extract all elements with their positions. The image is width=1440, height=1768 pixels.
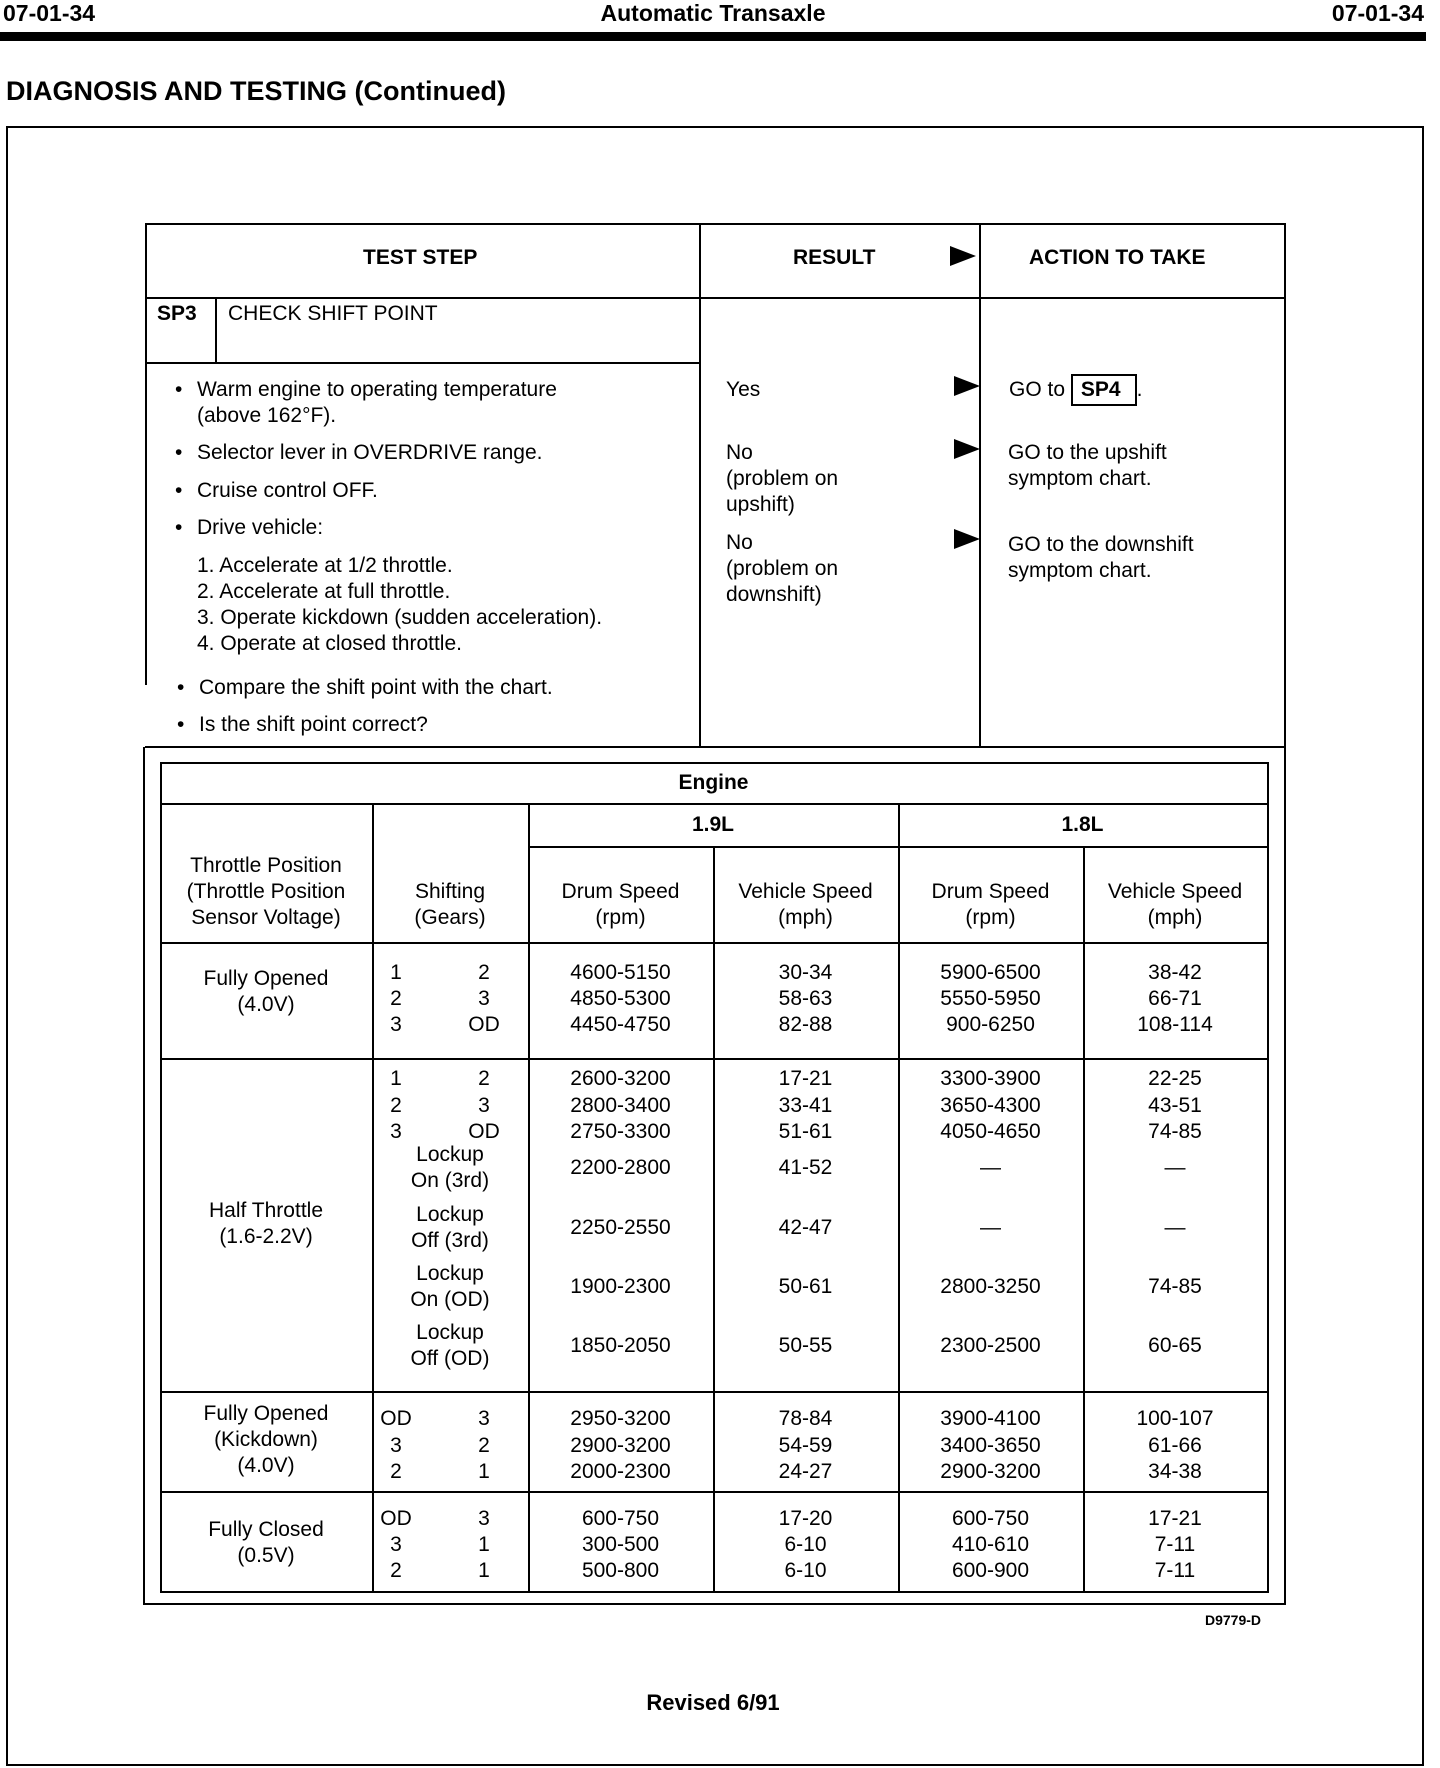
header-drum-speed-19-line1: Drum Speed [561, 880, 680, 903]
section-title: DIAGNOSIS AND TESTING (Continued) [6, 76, 506, 106]
drum-speed-18-g2-r4: — [980, 1156, 1001, 1179]
throttle-position-g3-line2: (Kickdown) [214, 1428, 318, 1451]
shift-from-g2-r3: 3 [390, 1120, 402, 1143]
vehicle-speed-19-g4-r1: 17-20 [778, 1507, 833, 1530]
drum-speed-18-g2-r6: 2800-3250 [940, 1275, 1041, 1298]
shift-to-g3-r1: 3 [478, 1407, 490, 1430]
vehicle-speed-19-g3-r3: 24-27 [778, 1460, 833, 1483]
vehicle-speed-18-g1-r3: 108-114 [1137, 1013, 1213, 1036]
vehicle-speed-19-g2-r5: 42-47 [778, 1216, 833, 1239]
vehicle-speed-19-g2-r7: 50-55 [778, 1334, 833, 1357]
action-downshift-line2: symptom chart. [1008, 559, 1152, 582]
drum-speed-18-g2-r1: 3300-3900 [940, 1067, 1041, 1090]
header-shifting-line2: (Gears) [414, 906, 486, 929]
header-vehicle-speed-18-line1: Vehicle Speed [1107, 880, 1243, 903]
drum-speed-19-g4-r2: 300-500 [581, 1533, 660, 1556]
throttle-position-g2-line2: (1.6-2.2V) [219, 1225, 313, 1248]
vehicle-speed-19-g1-r3: 82-88 [778, 1013, 833, 1036]
chart-border-right [1267, 762, 1269, 1593]
engine-row-divider [160, 803, 1267, 805]
header-drum-speed-18-line2: (rpm) [965, 906, 1016, 929]
drum-speed-19-g3-r1: 2950-3200 [570, 1407, 671, 1430]
drum-speed-19-g3-r3: 2000-2300 [570, 1460, 671, 1483]
drum-speed-18-g2-r3: 4050-4650 [940, 1120, 1041, 1143]
vehicle-speed-18-g4-r3: 7-11 [1154, 1559, 1196, 1582]
step-title: CHECK SHIFT POINT [228, 302, 438, 325]
vehicle-speed-18-g4-r1: 17-21 [1148, 1507, 1202, 1530]
drum-speed-18-g3-r1: 3900-4100 [940, 1407, 1041, 1430]
throttle-position-g4-line2: (0.5V) [237, 1544, 295, 1567]
bullet-compare: • Compare the shift point with the chart. [199, 675, 553, 701]
footer-revision: Revised 6/91 [646, 1690, 780, 1715]
shift-from-g1-r3: 3 [390, 1013, 402, 1036]
bullet-question: • Is the shift point correct? [199, 712, 428, 738]
shift-to-g1-r2: 3 [478, 987, 490, 1010]
group-divider-3 [160, 1491, 1267, 1493]
shift-from-g1-r2: 2 [390, 987, 402, 1010]
shift-to-g1-r1: 2 [478, 961, 490, 984]
header-vehicle-speed-18-line2: (mph) [1147, 906, 1203, 929]
bullet-warm-engine-cont: (above 162°F). [197, 404, 337, 427]
substep-2: 2. Accelerate at full throttle. [197, 580, 451, 603]
shift-from-g3-r2: 3 [390, 1434, 402, 1457]
lockup-label-g2-r5-line2: Off (3rd) [411, 1229, 489, 1252]
drum-speed-18-g1-r1: 5900-6500 [940, 961, 1041, 984]
vehicle-speed-19-g2-r4: 41-52 [778, 1156, 833, 1179]
header-throttle-position-line1: Throttle Position [190, 854, 342, 877]
drum-speed-19-g2-r4: 2200-2800 [570, 1156, 671, 1179]
throttle-position-g3-line1: Fully Opened [203, 1402, 329, 1425]
shift-from-g3-r1: OD [380, 1407, 412, 1430]
drum-speed-18-g4-r1: 600-750 [951, 1507, 1030, 1530]
throttle-position-g4-line1: Fully Closed [208, 1518, 324, 1541]
result-no-downshift-line3: downshift) [726, 583, 822, 606]
lockup-label-g2-r5-line1: Lockup [416, 1203, 484, 1226]
vehicle-speed-18-g1-r1: 38-42 [1148, 961, 1202, 984]
header-drum-speed-18-line1: Drum Speed [931, 880, 1050, 903]
result-yes: Yes [726, 378, 761, 401]
shift-to-g3-r2: 2 [478, 1434, 490, 1457]
shift-to-g2-r3: OD [468, 1120, 500, 1143]
shift-from-g2-r2: 2 [390, 1094, 402, 1117]
shift-to-g3-r3: 1 [478, 1460, 490, 1483]
shift-from-g4-r1: OD [380, 1507, 412, 1530]
shift-from-g4-r2: 3 [390, 1533, 402, 1556]
lockup-label-g2-r4-line2: On (3rd) [410, 1169, 490, 1192]
vehicle-speed-18-g2-r2: 43-51 [1148, 1094, 1202, 1117]
vehicle-speed-18-g3-r1: 100-107 [1136, 1407, 1214, 1430]
header-throttle-position-line2: (Throttle Position [186, 880, 346, 903]
result-no-upshift-line2: (problem on [726, 467, 839, 490]
goto-label: GO to [1009, 378, 1066, 401]
lockup-label-g2-r6-line1: Lockup [416, 1262, 484, 1285]
group-divider-1 [160, 1058, 1267, 1060]
substep-4: 4. Operate at closed throttle. [197, 632, 462, 655]
goto-period: . [1136, 378, 1143, 401]
shift-to-g2-r2: 3 [478, 1094, 490, 1117]
page-number-right: 07-01-34 [1331, 0, 1424, 26]
shift-from-g1-r1: 1 [390, 961, 402, 984]
group-divider-2 [160, 1391, 1267, 1393]
drum-speed-19-g4-r1: 600-750 [581, 1507, 660, 1530]
result-no-upshift-line3: upshift) [726, 493, 795, 516]
vehicle-speed-18-g2-r6: 74-85 [1148, 1275, 1202, 1298]
drum-speed-19-g4-r3: 500-800 [581, 1559, 660, 1582]
vehicle-speed-19-g2-r6: 50-61 [778, 1275, 833, 1298]
vehicle-speed-19-g4-r2: 6-10 [784, 1533, 827, 1556]
result-no-downshift-line2: (problem on [726, 557, 839, 580]
lockup-label-g2-r4-line1: Lockup [416, 1143, 484, 1166]
vehicle-speed-19-g1-r2: 58-63 [778, 987, 833, 1010]
header-throttle-position-line3: Sensor Voltage) [191, 906, 341, 929]
drum-speed-19-g2-r2: 2800-3400 [570, 1094, 671, 1117]
header-vehicle-speed-19-line1: Vehicle Speed [738, 880, 873, 903]
substep-3: 3. Operate kickdown (sudden acceleration). [197, 606, 603, 629]
engine-1-8l: 1.8L [1061, 812, 1104, 836]
column-header-action: ACTION TO TAKE [1029, 246, 1206, 269]
vehicle-speed-19-g1-r1: 30-34 [778, 961, 833, 984]
shift-from-g2-r1: 1 [390, 1067, 402, 1090]
vehicle-speed-19-g4-r3: 6-10 [784, 1559, 827, 1582]
vehicle-speed-19-g3-r1: 78-84 [778, 1407, 833, 1430]
chart-border-top [160, 762, 1269, 764]
drum-speed-19-g2-r7: 1850-2050 [570, 1334, 671, 1357]
drum-speed-18-g2-r5: — [980, 1216, 1001, 1239]
drum-speed-18-g1-r3: 900-6250 [946, 1013, 1035, 1036]
shift-from-g3-r3: 2 [390, 1460, 402, 1483]
throttle-position-g2-line1: Half Throttle [209, 1199, 323, 1222]
drum-speed-19-g1-r3: 4450-4750 [570, 1013, 671, 1036]
drum-speed-18-g3-r2: 3400-3650 [940, 1434, 1041, 1457]
drum-speed-18-g1-r2: 5550-5950 [940, 987, 1041, 1010]
shift-from-g4-r3: 2 [390, 1559, 402, 1582]
step-id: SP3 [157, 302, 197, 325]
vehicle-speed-19-g2-r2: 33-41 [778, 1094, 833, 1117]
drum-speed-19-g2-r1: 2600-3200 [570, 1067, 671, 1090]
vehicle-speed-18-g2-r5: — [1164, 1216, 1186, 1239]
throttle-position-g1-line2: (4.0V) [237, 993, 295, 1016]
vehicle-speed-18-g1-r2: 66-71 [1148, 987, 1202, 1010]
header-title: Automatic Transaxle [600, 0, 826, 26]
vehicle-speed-18-g3-r2: 61-66 [1148, 1434, 1202, 1457]
drum-speed-18-g2-r2: 3650-4300 [940, 1094, 1041, 1117]
vehicle-speed-19-g3-r2: 54-59 [778, 1434, 833, 1457]
header-shifting-line1: Shifting [414, 880, 486, 903]
drum-speed-19-g2-r5: 2250-2550 [570, 1216, 671, 1239]
drum-speed-19-g2-r6: 1900-2300 [570, 1275, 671, 1298]
result-no-downshift-line1: No [726, 531, 753, 554]
shift-to-g4-r3: 1 [478, 1559, 490, 1582]
drum-speed-19-g1-r1: 4600-5150 [570, 961, 671, 984]
bullet-warm-engine: • Warm engine to operating temperature [197, 377, 557, 403]
throttle-position-g3-line3: (4.0V) [237, 1454, 295, 1477]
drum-speed-18-g4-r2: 410-610 [951, 1533, 1030, 1556]
bullet-selector-lever: • Selector lever in OVERDRIVE range. [197, 440, 542, 466]
bullet-drive-vehicle: • Drive vehicle: [197, 515, 323, 541]
shift-to-g2-r1: 2 [478, 1067, 490, 1090]
column-header-test-step: TEST STEP [363, 246, 478, 269]
action-upshift-line1: GO to the upshift [1008, 441, 1167, 464]
throttle-position-g1-line1: Fully Opened [203, 967, 329, 990]
drum-speed-19-g2-r3: 2750-3300 [570, 1120, 671, 1143]
vehicle-speed-18-g2-r1: 22-25 [1148, 1067, 1202, 1090]
vehicle-speed-18-g2-r4: — [1164, 1156, 1186, 1179]
shift-to-g4-r1: 3 [478, 1507, 490, 1530]
drum-speed-19-g1-r2: 4850-5300 [570, 987, 671, 1010]
vehicle-speed-18-g2-r3: 74-85 [1148, 1120, 1202, 1143]
vehicle-speed-19-g2-r3: 51-61 [778, 1120, 833, 1143]
vehicle-speed-19-g2-r1: 17-21 [778, 1067, 833, 1090]
sp4-reference[interactable]: SP4 [1071, 374, 1137, 406]
action-upshift-line2: symptom chart. [1008, 467, 1152, 490]
shift-to-g4-r2: 1 [478, 1533, 490, 1556]
lockup-label-g2-r7-line1: Lockup [416, 1321, 484, 1344]
bullet-cruise-control: • Cruise control OFF. [197, 478, 378, 504]
substep-1: 1. Accelerate at 1/2 throttle. [197, 554, 453, 577]
result-no-upshift-line1: No [726, 441, 753, 464]
header-drum-speed-19-line2: (rpm) [595, 906, 646, 929]
engine-1-9l: 1.9L [691, 812, 735, 836]
lockup-label-g2-r7-line2: Off (OD) [410, 1347, 490, 1370]
header-vehicle-speed-19-line2: (mph) [778, 906, 833, 929]
page-number-left: 07-01-34 [3, 0, 96, 26]
drum-speed-18-g2-r7: 2300-2500 [940, 1334, 1041, 1357]
drum-speed-19-g3-r2: 2900-3200 [570, 1434, 671, 1457]
engine-title: Engine [678, 770, 749, 794]
lockup-label-g2-r6-line2: On (OD) [410, 1288, 490, 1311]
vehicle-speed-18-g3-r3: 34-38 [1148, 1460, 1202, 1483]
vehicle-speed-18-g2-r7: 60-65 [1148, 1334, 1202, 1357]
column-header-result: RESULT [793, 246, 876, 269]
action-downshift-line1: GO to the downshift [1008, 533, 1194, 556]
drum-speed-18-g4-r3: 600-900 [951, 1559, 1030, 1582]
drum-speed-18-g3-r3: 2900-3200 [940, 1460, 1041, 1483]
figure-code: D9779-D [1205, 1612, 1262, 1628]
vehicle-speed-18-g4-r2: 7-11 [1154, 1533, 1196, 1556]
chart-border-bottom [160, 1591, 1269, 1593]
shift-to-g1-r3: OD [468, 1013, 500, 1036]
